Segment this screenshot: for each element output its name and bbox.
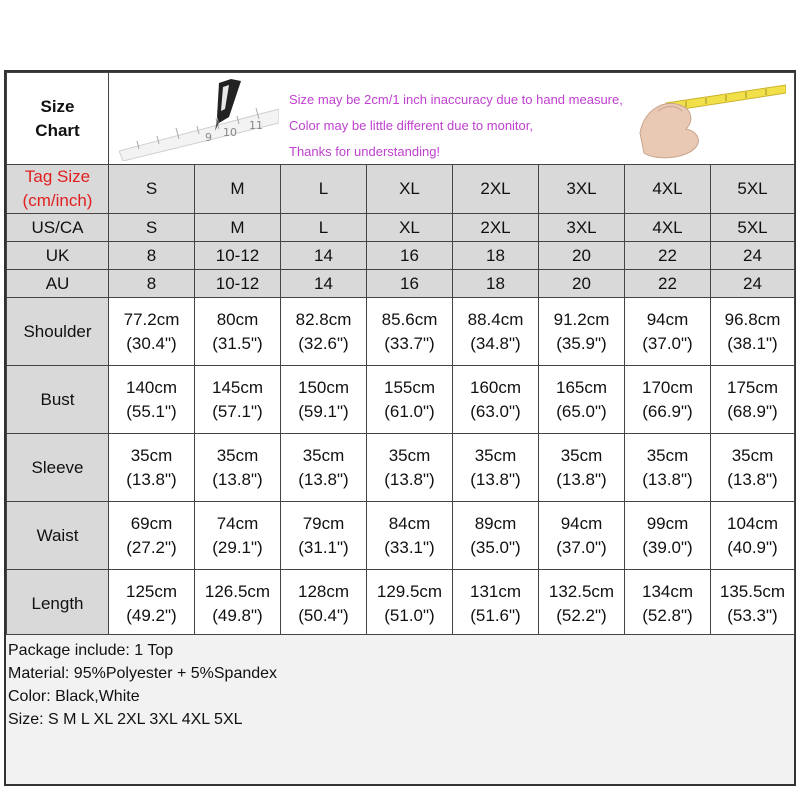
value-cm: 104cm: [726, 513, 779, 533]
value-cm: 134cm: [641, 581, 694, 601]
size-header: 2XL: [453, 165, 539, 214]
value-inch: (59.1"): [298, 401, 349, 421]
color-options: Color: Black,White: [8, 688, 140, 705]
table-cell: [539, 366, 625, 434]
table-cell: [625, 570, 711, 638]
tag-size-label: Tag Size: [24, 167, 91, 186]
table-cell: [453, 570, 539, 638]
table-cell: [625, 434, 711, 502]
value-inch: (68.9"): [727, 401, 778, 421]
table-cell: 16: [367, 242, 453, 270]
value-cm: 99cm: [646, 513, 689, 533]
value-inch: (51.6"): [470, 605, 521, 625]
table-cell: [195, 434, 281, 502]
table-cell: 20: [539, 270, 625, 298]
table-cell: 24: [711, 270, 795, 298]
ruler-number-1: 9: [205, 131, 212, 144]
table-cell: 18: [453, 242, 539, 270]
value-cm: 69cm: [130, 513, 173, 533]
title-line-1: Size: [40, 96, 75, 116]
value-inch: (37.0"): [642, 333, 693, 353]
table-cell: [539, 434, 625, 502]
value-inch: (33.1"): [384, 537, 435, 557]
value-cm: 165cm: [555, 377, 608, 397]
value-inch: (29.1"): [212, 537, 263, 557]
table-cell: 22: [625, 270, 711, 298]
value-inch: (52.2"): [556, 605, 607, 625]
ruler-number-3: 11: [249, 119, 263, 132]
table-cell: 4XL: [625, 214, 711, 242]
table-cell: [367, 298, 453, 366]
table-cell: 8: [109, 242, 195, 270]
hand-tape-measure-illustration: [636, 81, 786, 161]
value-inch: (52.8"): [642, 605, 693, 625]
value-cm: 91.2cm: [553, 309, 610, 329]
table-cell: 14: [281, 270, 367, 298]
table-cell: [109, 434, 195, 502]
row-label: Shoulder: [7, 298, 109, 366]
value-cm: 140cm: [125, 377, 178, 397]
note-line-1: Size may be 2cm/1 inch inaccuracy due to hand measure,: [289, 92, 623, 107]
tag-size-unit: (cm/inch): [22, 191, 93, 210]
table-cell: [109, 298, 195, 366]
table-cell: [711, 298, 795, 366]
table-cell: [539, 570, 625, 638]
table-cell: 8: [109, 270, 195, 298]
table-row: [7, 242, 795, 270]
value-cm: 77.2cm: [123, 309, 180, 329]
table-cell: [281, 298, 367, 366]
value-cm: 128cm: [297, 581, 350, 601]
table-cell: 2XL: [453, 214, 539, 242]
size-header: L: [281, 165, 367, 214]
value-cm: 79cm: [302, 513, 345, 533]
value-cm: 175cm: [726, 377, 779, 397]
size-chart: [4, 70, 796, 786]
table-cell: L: [281, 214, 367, 242]
value-cm: 35cm: [130, 445, 173, 465]
table-cell: [539, 502, 625, 570]
table-cell: [281, 570, 367, 638]
table-cell: [711, 570, 795, 638]
product-info: [6, 634, 794, 784]
table-cell: [195, 366, 281, 434]
size-header: 4XL: [625, 165, 711, 214]
value-inch: (13.8"): [642, 469, 693, 489]
table-row: [7, 270, 795, 298]
size-header: S: [109, 165, 195, 214]
table-cell: 3XL: [539, 214, 625, 242]
value-inch: (37.0"): [556, 537, 607, 557]
table-cell: [109, 502, 195, 570]
value-cm: 35cm: [474, 445, 517, 465]
chart-title: [7, 73, 109, 165]
table-row: [7, 434, 795, 502]
value-inch: (63.0"): [470, 401, 521, 421]
material: Material: 95%Polyester + 5%Spandex: [8, 665, 278, 682]
value-cm: 80cm: [216, 309, 259, 329]
value-inch: (55.1"): [126, 401, 177, 421]
value-inch: (13.8"): [212, 469, 263, 489]
row-label: Length: [7, 570, 109, 638]
table-cell: [625, 366, 711, 434]
size-header: XL: [367, 165, 453, 214]
value-cm: 35cm: [388, 445, 431, 465]
table-cell: [195, 502, 281, 570]
value-inch: (33.7"): [384, 333, 435, 353]
value-cm: 82.8cm: [295, 309, 352, 329]
value-cm: 125cm: [125, 581, 178, 601]
value-cm: 150cm: [297, 377, 350, 397]
value-cm: 35cm: [302, 445, 345, 465]
value-inch: (53.3"): [727, 605, 778, 625]
value-inch: (49.2"): [126, 605, 177, 625]
banner: [109, 73, 795, 165]
table-cell: [711, 502, 795, 570]
value-cm: 170cm: [641, 377, 694, 397]
table-cell: [281, 434, 367, 502]
value-cm: 145cm: [211, 377, 264, 397]
size-header: M: [195, 165, 281, 214]
table-row: [7, 298, 795, 366]
table-cell: [281, 366, 367, 434]
size-header: 3XL: [539, 165, 625, 214]
value-cm: 94cm: [646, 309, 689, 329]
value-inch: (31.5"): [212, 333, 263, 353]
row-label: Bust: [7, 366, 109, 434]
value-inch: (31.1"): [298, 537, 349, 557]
table-cell: [453, 502, 539, 570]
value-inch: (13.8"): [298, 469, 349, 489]
table-cell: [367, 434, 453, 502]
value-inch: (13.8"): [727, 469, 778, 489]
title-line-2: Chart: [35, 120, 80, 140]
value-cm: 135.5cm: [719, 581, 786, 601]
value-inch: (66.9"): [642, 401, 693, 421]
note-line-3: Thanks for understanding!: [289, 144, 441, 159]
table-cell: [453, 434, 539, 502]
value-inch: (57.1"): [212, 401, 263, 421]
value-cm: 35cm: [216, 445, 259, 465]
value-cm: 35cm: [646, 445, 689, 465]
table-cell: [711, 366, 795, 434]
value-cm: 89cm: [474, 513, 517, 533]
ruler-number-2: 10: [223, 126, 237, 139]
row-label: AU: [7, 270, 109, 298]
table-row: [7, 214, 795, 242]
value-cm: 94cm: [560, 513, 603, 533]
table-cell: 14: [281, 242, 367, 270]
tag-size-header: [7, 165, 109, 214]
value-inch: (32.6"): [298, 333, 349, 353]
value-inch: (13.8"): [126, 469, 177, 489]
table-cell: 10-12: [195, 270, 281, 298]
table-cell: [109, 570, 195, 638]
table-cell: [109, 366, 195, 434]
value-cm: 35cm: [560, 445, 603, 465]
size-options: Size: S M L XL 2XL 3XL 4XL 5XL: [8, 711, 243, 728]
table-cell: M: [195, 214, 281, 242]
table-cell: [281, 502, 367, 570]
row-label: UK: [7, 242, 109, 270]
value-cm: 96.8cm: [724, 309, 781, 329]
value-inch: (40.9"): [727, 537, 778, 557]
value-cm: 132.5cm: [548, 581, 615, 601]
table-row: [7, 570, 795, 638]
table-cell: [453, 298, 539, 366]
value-cm: 84cm: [388, 513, 431, 533]
table-cell: 10-12: [195, 242, 281, 270]
value-cm: 35cm: [731, 445, 774, 465]
table-cell: [711, 434, 795, 502]
table-cell: 18: [453, 270, 539, 298]
value-cm: 129.5cm: [376, 581, 443, 601]
value-cm: 85.6cm: [381, 309, 438, 329]
value-cm: 155cm: [383, 377, 436, 397]
table-cell: [195, 298, 281, 366]
value-cm: 131cm: [469, 581, 522, 601]
table-row: [7, 366, 795, 434]
table-cell: 22: [625, 242, 711, 270]
value-inch: (61.0"): [384, 401, 435, 421]
package-include: Package include: 1 Top: [8, 642, 174, 659]
table-cell: [453, 366, 539, 434]
table-cell: [195, 570, 281, 638]
value-inch: (50.4"): [298, 605, 349, 625]
note-line-2: Color may be little different due to monitor,: [289, 118, 533, 133]
value-inch: (13.8"): [556, 469, 607, 489]
value-inch: (34.8"): [470, 333, 521, 353]
value-inch: (13.8"): [384, 469, 435, 489]
table-cell: [625, 298, 711, 366]
table-cell: 5XL: [711, 214, 795, 242]
value-inch: (49.8"): [212, 605, 263, 625]
value-inch: (30.4"): [126, 333, 177, 353]
table-cell: S: [109, 214, 195, 242]
value-inch: (51.0"): [384, 605, 435, 625]
value-cm: 74cm: [216, 513, 259, 533]
value-inch: (35.0"): [470, 537, 521, 557]
measurement-notes: [289, 87, 623, 165]
table-row: [7, 502, 795, 570]
table-cell: 16: [367, 270, 453, 298]
table-cell: 20: [539, 242, 625, 270]
value-inch: (38.1"): [727, 333, 778, 353]
value-inch: (65.0"): [556, 401, 607, 421]
value-inch: (35.9"): [556, 333, 607, 353]
table-cell: [625, 502, 711, 570]
value-inch: (27.2"): [126, 537, 177, 557]
table-cell: 24: [711, 242, 795, 270]
value-inch: (39.0"): [642, 537, 693, 557]
row-label: Waist: [7, 502, 109, 570]
size-header: 5XL: [711, 165, 795, 214]
table-cell: [367, 502, 453, 570]
value-cm: 160cm: [469, 377, 522, 397]
table-cell: [367, 366, 453, 434]
size-table: [6, 72, 795, 638]
row-label: US/CA: [7, 214, 109, 242]
table-cell: [539, 298, 625, 366]
value-cm: 88.4cm: [467, 309, 524, 329]
value-inch: (13.8"): [470, 469, 521, 489]
pen-ruler-illustration: [119, 79, 279, 161]
table-cell: XL: [367, 214, 453, 242]
value-cm: 126.5cm: [204, 581, 271, 601]
row-label: Sleeve: [7, 434, 109, 502]
table-cell: [367, 570, 453, 638]
